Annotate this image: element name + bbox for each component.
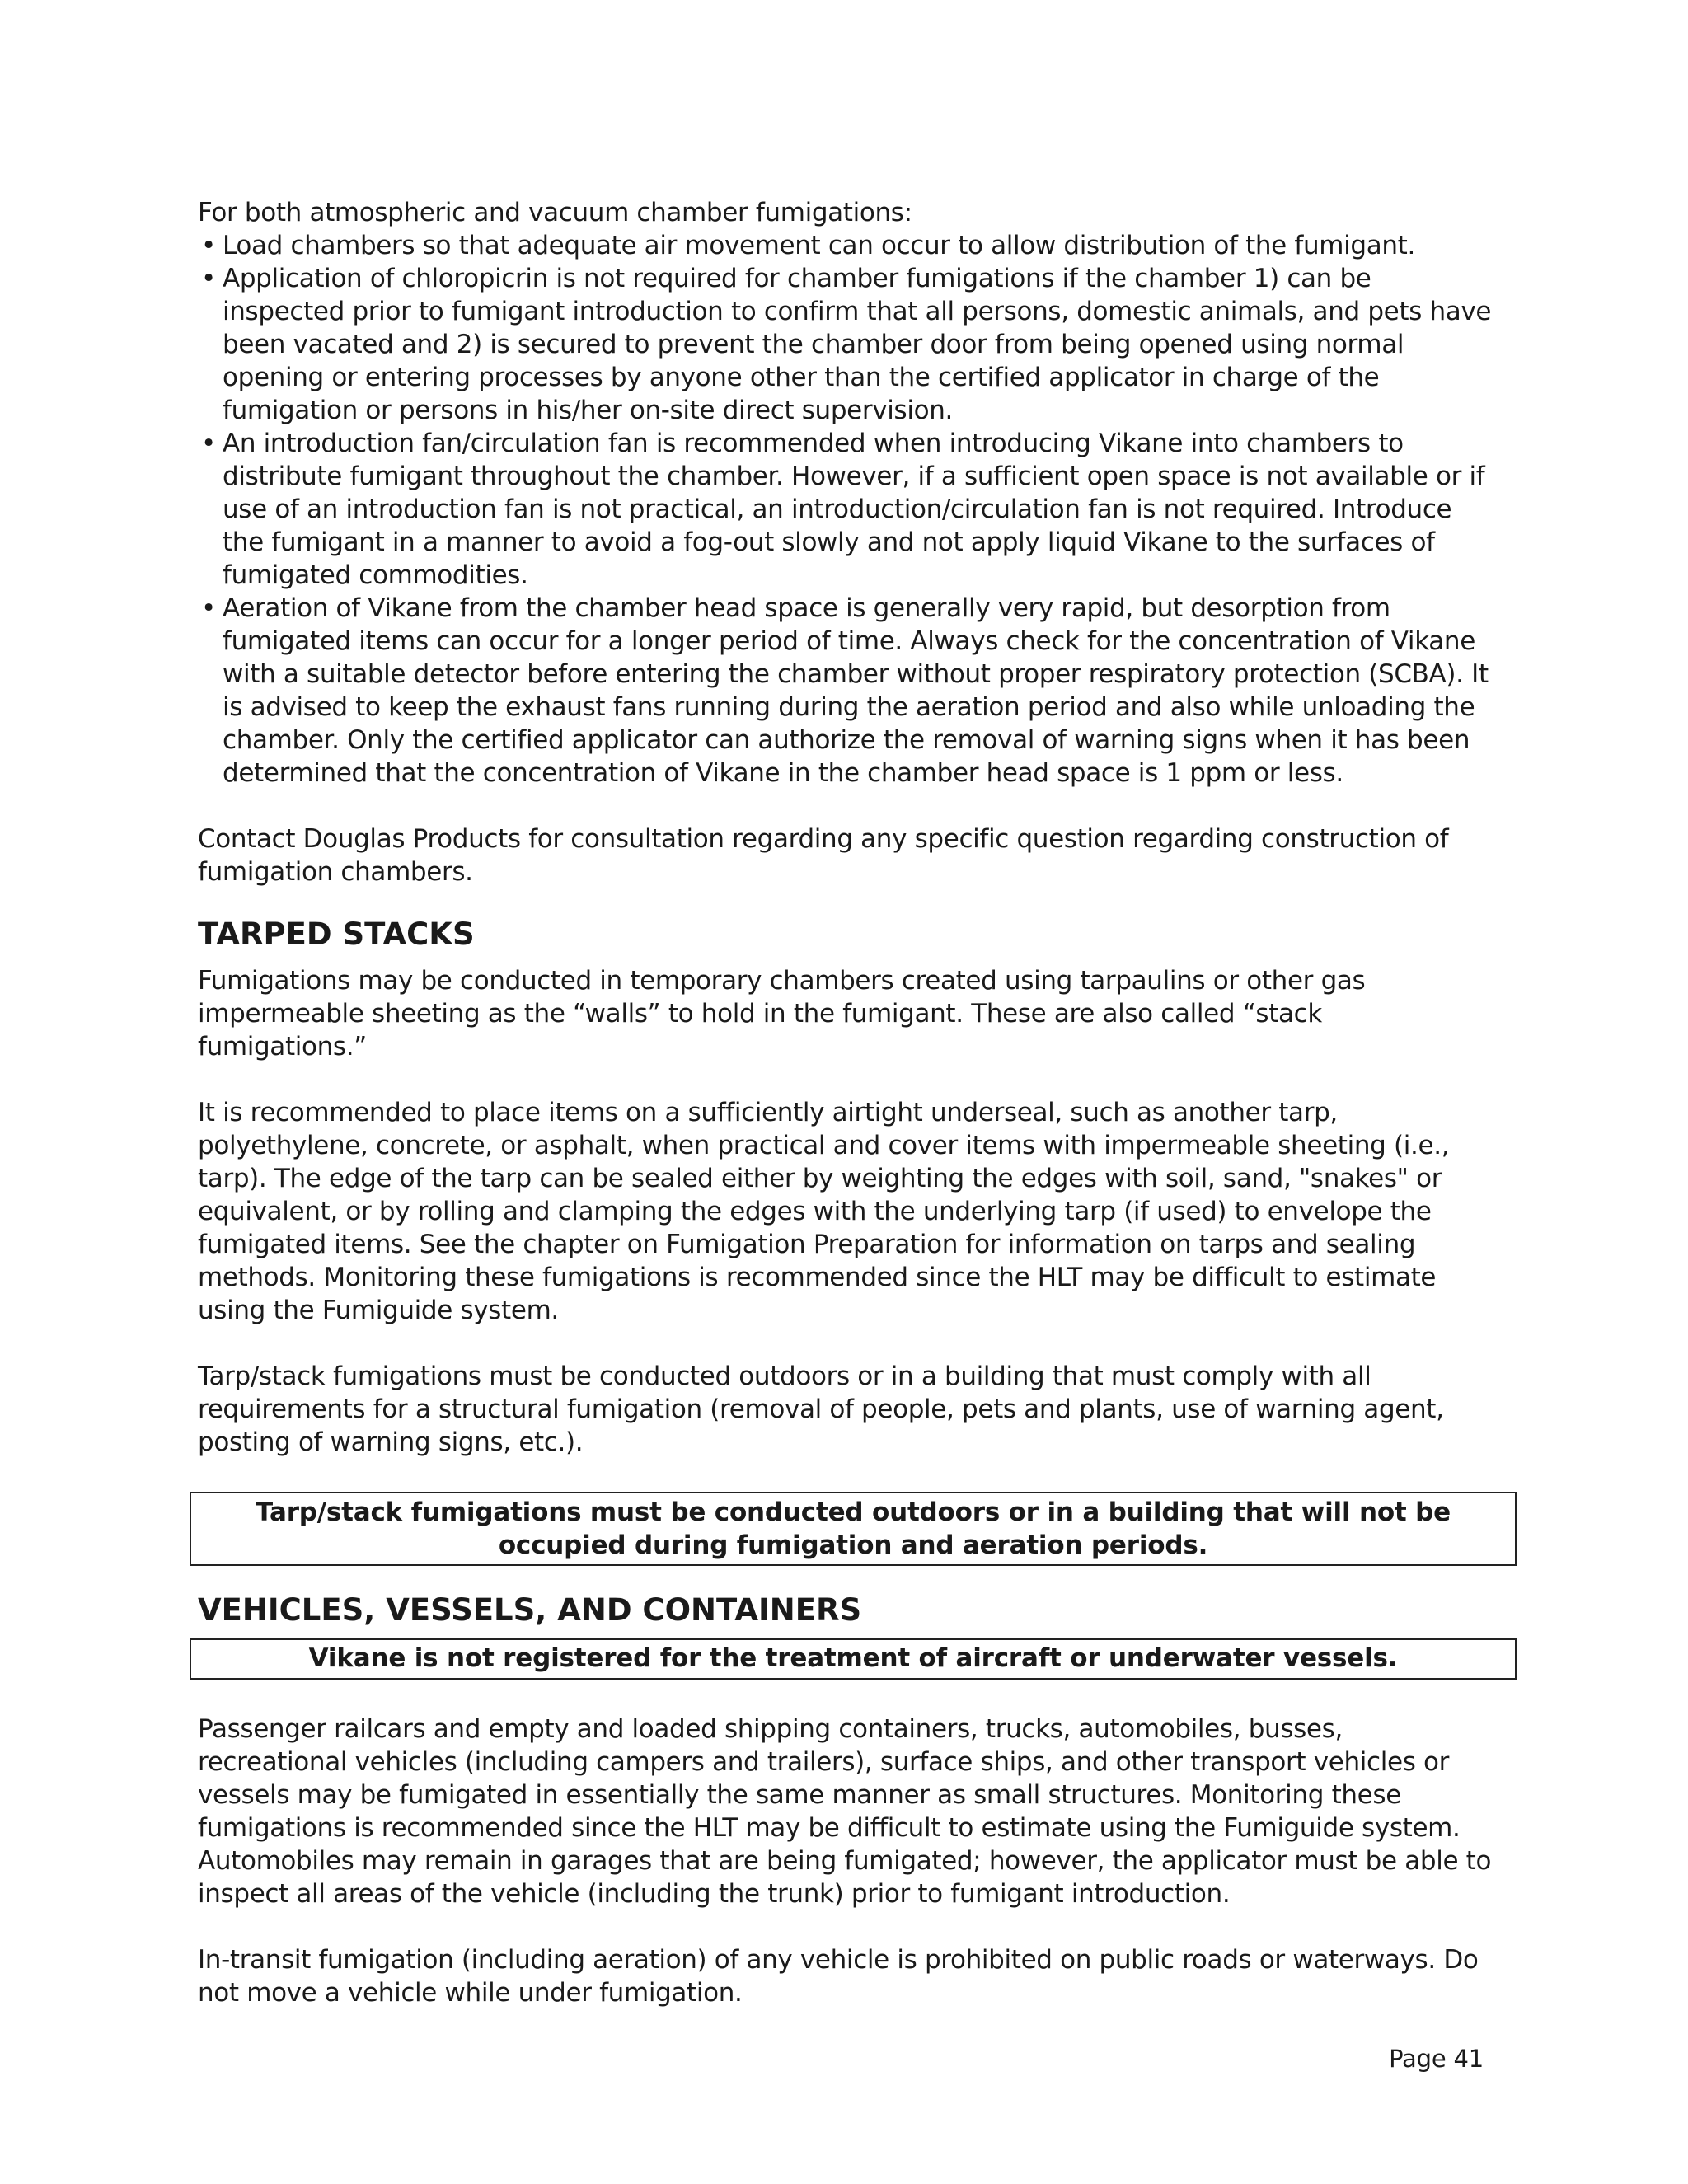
bullet-text: An introduction fan/circulation fan is recommended when introducing Vikane into chambers to distribute fumigant throughout the chamber. However, if a sufficient open space is not available or if use of an introduction fan is not practical, an introduction/circulation fan is not required. Introduce the fumigant in a manner to avoid a fog-out slowly and not apply liquid Vikane to the surfaces of fumigated commodities.	[223, 429, 1485, 590]
list-item	[198, 262, 1492, 427]
tarped-paragraph-2: It is recommended to place items on a sufficiently airtight underseal, such as another tarp, polyethylene, concrete, or asphalt, when practical and cover items with impermeable sheeting (i.e., tarp). The edge of the tarp can be sealed either by weighting the edges with soil, sand, "snakes" or equivalent, or by rolling and clamping the edges with the underlying tarp (if used) to envelope the fumigated items. See the chapter on Fumigation Preparation for information on tarps and sealing methods. Monitoring these fumigations is recommended since the HLT may be difficult to estimate using the Fumiguide system.	[198, 1098, 1450, 1325]
chamber-bullet-list	[198, 229, 1492, 790]
list-item	[198, 592, 1492, 790]
chamber-intro: For both atmospheric and vacuum chamber fumigations:	[198, 198, 912, 227]
bullet-text: Load chambers so that adequate air movement can occur to allow distribution of the fumigant.	[223, 231, 1415, 260]
bullet-text: Aeration of Vikane from the chamber head space is generally very rapid, but desorption from fumigated items can occur for a longer period of time. Always check for the concentration of Vikane with a suitable detector before entering the chamber without proper respiratory protection (SCBA). It is advised to keep the exhaust fans running during the aeration period and also while unloading the chamber. Only the certified applicator can authorize the removal of warning signs when it has been determined that the concentration of Vikane in the chamber head space is 1 ppm or less.	[223, 593, 1489, 788]
spacer	[198, 790, 1492, 823]
tarped-warning-box: Tarp/stack fumigations must be conducted outdoors or in a building that will not be occupied during fumigation and aeration periods.	[190, 1492, 1517, 1566]
spacer	[198, 1063, 1492, 1096]
vehicles-paragraph-2: In-transit fumigation (including aeration) of any vehicle is prohibited on public roads or waterways. Do not move a vehicle while under fumigation.	[198, 1945, 1479, 2008]
bullet-text: Application of chloropicrin is not required for chamber fumigations if the chamber 1) can be inspected prior to fumigant introduction to confirm that all persons, domestic animals, and pets have been vacated and 2) is secured to prevent the chamber door from being opened using normal opening or entering processes by anyone other than the certified applicator in charge of the fumigation or persons in his/her on-site direct supervision.	[223, 264, 1492, 425]
list-item	[198, 427, 1492, 592]
spacer	[198, 1327, 1492, 1360]
tarped-paragraph-3: Tarp/stack fumigations must be conducted outdoors or in a building that must comply with all requirements for a structural fumigation (removal of people, pets and plants, use of warning agent, posting of warning signs, etc.).	[198, 1361, 1444, 1457]
list-item	[198, 229, 1492, 262]
spacer	[198, 1910, 1492, 1943]
vehicles-paragraph-1: Passenger railcars and empty and loaded shipping containers, trucks, automobiles, busses, recreational vehicles (including campers and trailers), surface ships, and other transport vehicles or vessels may be fumigated in essentially the same manner as small structures. Monitoring these fumigations is recommended since the HLT may be difficult to estimate using the Fumiguide system. Automobiles may remain in garages that are being fumigated; however, the applicator must be able to inspect all areas of the vehicle (including the trunk) prior to fumigant introduction.	[198, 1714, 1492, 1909]
tarped-paragraph-1: Fumigations may be conducted in temporary chambers created using tarpaulins or other gas impermeable sheeting as the “walls” to hold in the fumigant. These are also called “stack fumigations.”	[198, 966, 1366, 1062]
page-number: Page 41	[1389, 2045, 1484, 2073]
bullet-icon: •	[201, 429, 216, 458]
page-content	[198, 196, 1492, 2009]
bullet-icon: •	[201, 264, 216, 293]
contact-paragraph: Contact Douglas Products for consultation regarding any specific question regarding construction of fumigation chambers.	[198, 824, 1449, 887]
vehicles-heading: VEHICLES, VESSELS, AND CONTAINERS	[198, 1592, 862, 1628]
tarped-stacks-heading: TARPED STACKS	[198, 916, 475, 952]
vehicles-warning-box: Vikane is not registered for the treatment of aircraft or underwater vessels.	[190, 1638, 1517, 1680]
bullet-icon: •	[201, 231, 216, 260]
bullet-icon: •	[201, 593, 216, 623]
